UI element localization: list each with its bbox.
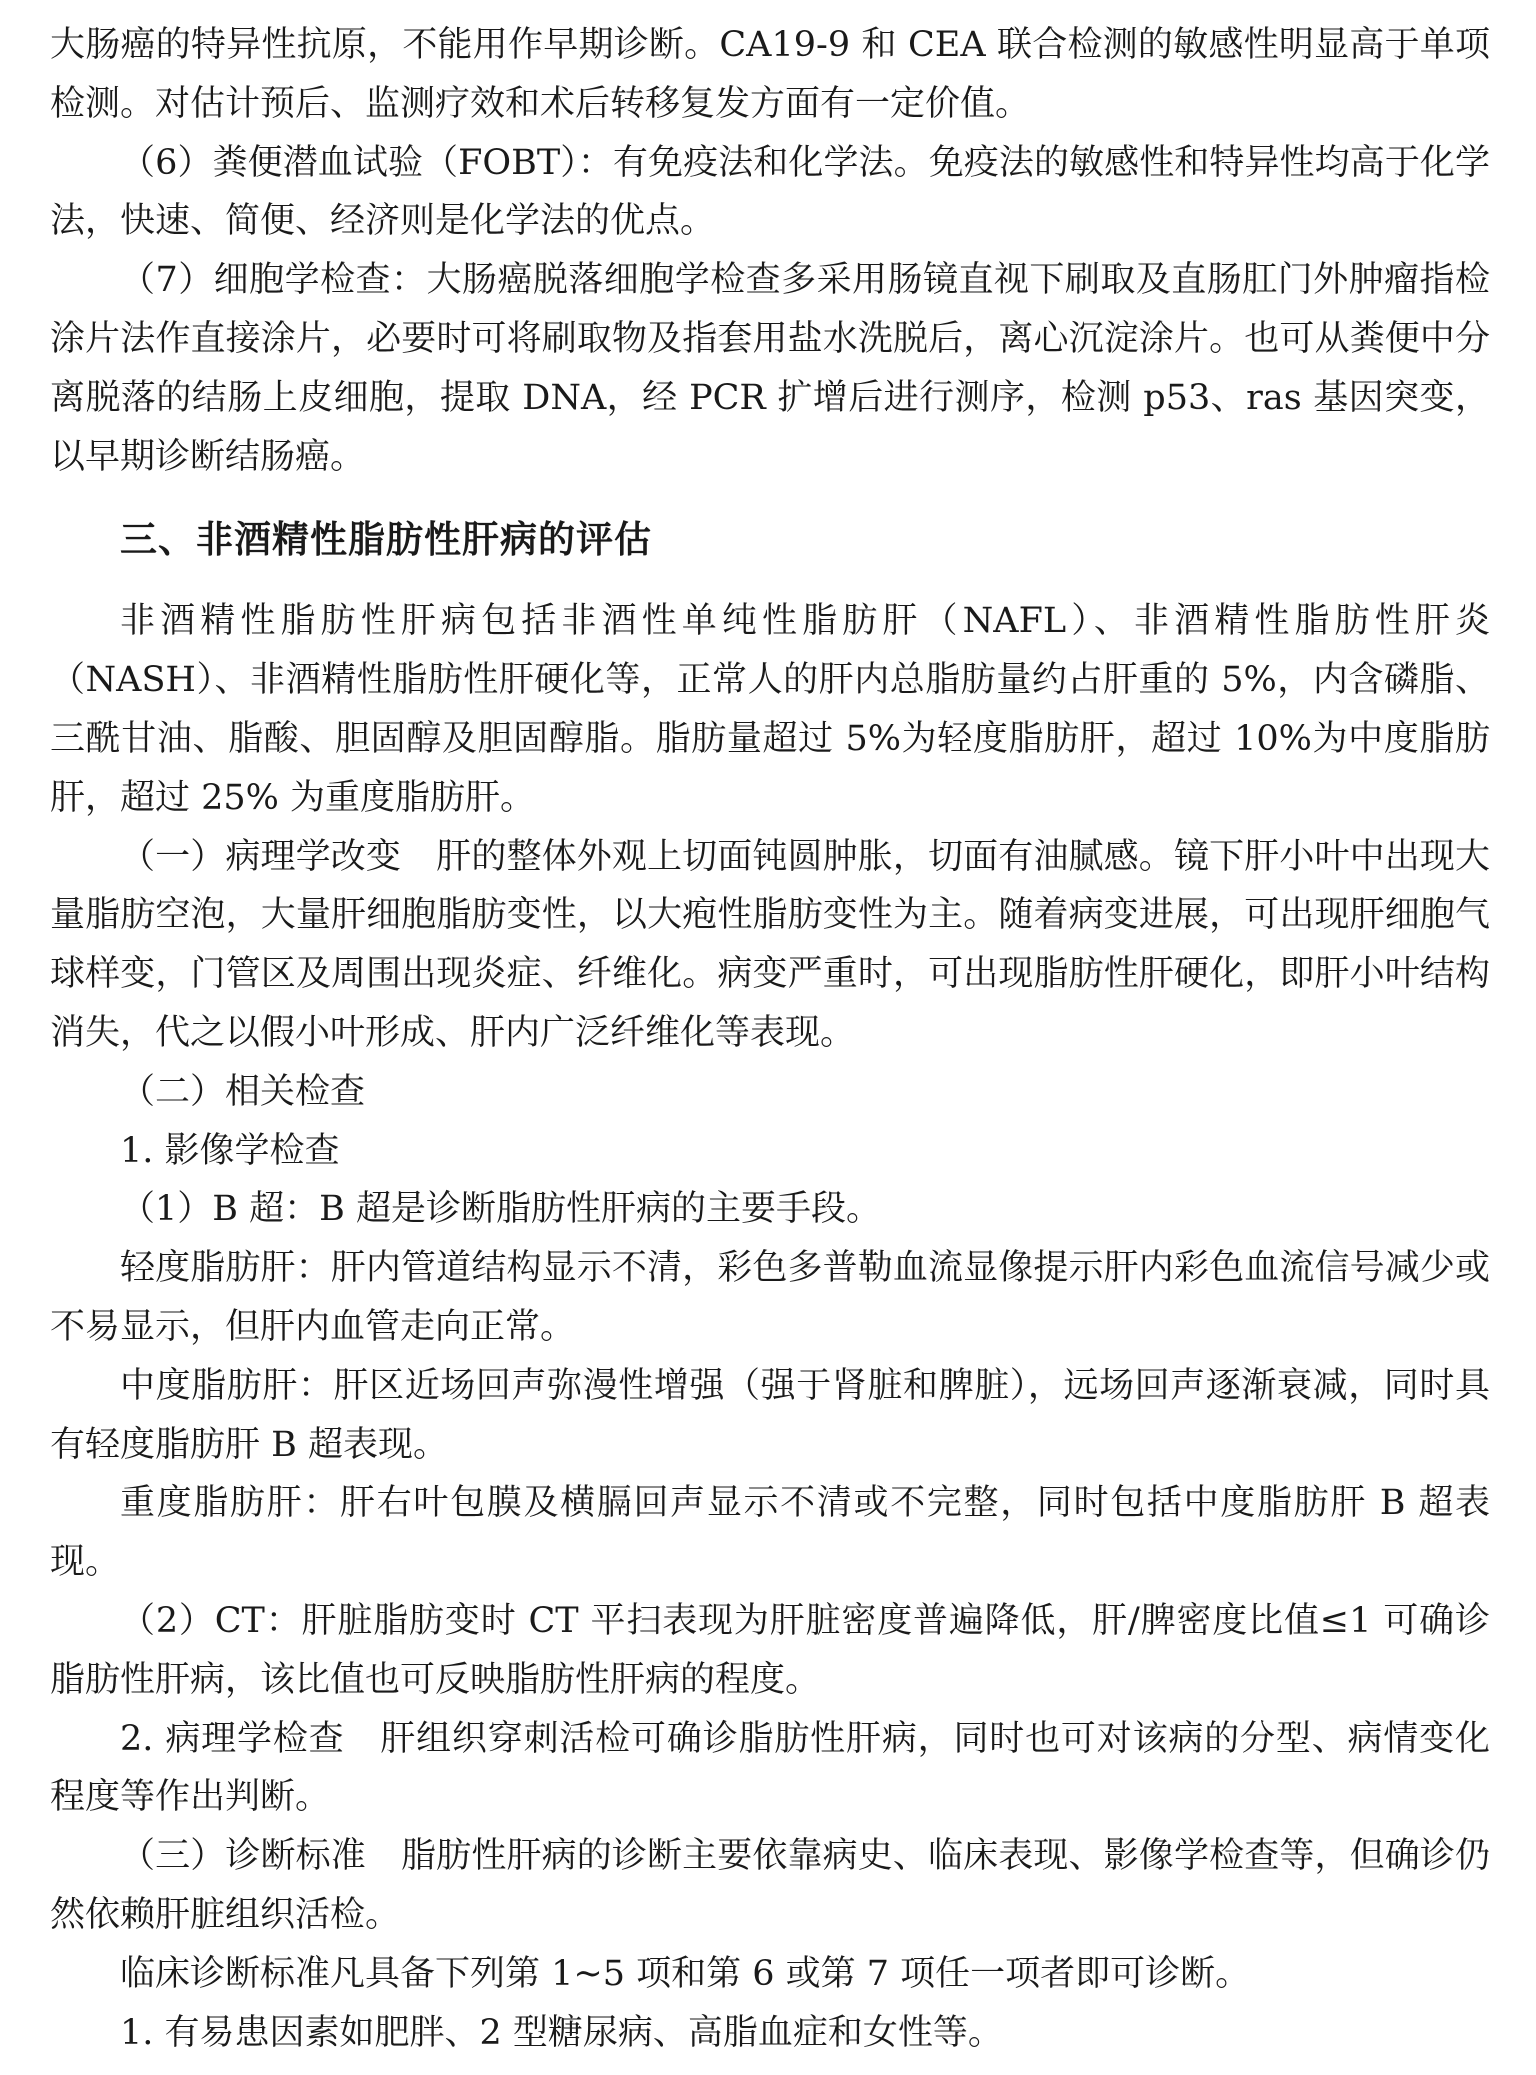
section-heading: 三、非酒精性脂肪性肝病的评估 — [120, 518, 652, 562]
paragraph-severe-fatty-liver: 重度脂肪肝：肝右叶包膜及横膈回声显示不清或不完整，同时包括中度脂肪肝 B 超表现。 — [50, 1483, 1490, 1583]
paragraph-tumor-markers: 大肠癌的特异性抗原，不能用作早期诊断。CA19-9 和 CEA 联合检测的敏感性明显高于单项检测。对估计预后、监测疗效和术后转移复发方面有一定价值。 — [50, 25, 1490, 124]
paragraph-ct: （2）CT：肝脏脂肪变时 CT 平扫表现为肝脏密度普遍降低，肝/脾密度比值≤1 可确诊脂肪性肝病，该比值也可反映脂肪性肝病的程度。 — [50, 1600, 1490, 1700]
document-page — [50, 16, 1490, 2062]
paragraph-imaging-heading: 1. 影像学检查 — [120, 1130, 340, 1171]
paragraph-fobt: （6）粪便潜血试验（FOBT）：有免疫法和化学法。免疫法的敏感性和特异性均高于化学法，快速、简便、经济则是化学法的优点。 — [50, 142, 1490, 242]
paragraph-b-ultrasound: （1）B 超：B 超是诊断脂肪性肝病的主要手段。 — [120, 1189, 881, 1230]
paragraph-moderate-fatty-liver: 中度脂肪肝：肝区近场回声弥漫性增强（强于肾脏和脾脏），远场回声逐渐衰减，同时具有轻度脂肪肝 B 超表现。 — [50, 1365, 1490, 1465]
paragraph-related-exams-heading: （二）相关检查 — [120, 1071, 366, 1112]
paragraph-pathology-changes: （一）病理学改变 肝的整体外观上切面钝圆肿胀，切面有油腻感。镜下肝小叶中出现大量脂肪空泡，大量肝细胞脂肪变性，以大疱性脂肪变性为主。随着病变进展，可出现肝细胞气球样变，门管区及周围出现炎症、纤维化。病变严重时，可出现脂肪性肝硬化，即肝小叶结构消失，代之以假小叶形成、肝内广泛纤维化等表现。 — [50, 836, 1490, 1053]
paragraph-nafld-definition: 非酒精性脂肪性肝病包括非酒性单纯性脂肪肝（NAFL）、非酒精性脂肪性肝炎（NASH）、非酒精性脂肪性肝硬化等，正常人的肝内总脂肪量约占肝重的 5%，内含磷脂、三酰甘油、脂酸、胆固醇及胆固醇脂。脂肪量超过 5%为轻度脂肪肝，超过 10%为中度脂肪肝，超过 25% 为重度脂肪肝。 — [50, 601, 1490, 818]
paragraph-mild-fatty-liver: 轻度脂肪肝：肝内管道结构显示不清，彩色多普勒血流显像提示肝内彩色血流信号减少或不易显示，但肝内血管走向正常。 — [50, 1248, 1490, 1347]
paragraph-diagnostic-criteria: （三）诊断标准 脂肪性肝病的诊断主要依靠病史、临床表现、影像学检查等，但确诊仍然依赖肝脏组织活检。 — [50, 1836, 1490, 1935]
paragraph-criterion-1: 1. 有易患因素如肥胖、2 型糖尿病、高脂血症和女性等。 — [120, 2012, 1003, 2053]
paragraph-cytology: （7）细胞学检查：大肠癌脱落细胞学检查多采用肠镜直视下刷取及直肠肛门外肿瘤指检涂片法作直接涂片，必要时可将刷取物及指套用盐水洗脱后，离心沉淀涂片。也可从粪便中分离脱落的结肠上皮细胞，提取 DNA，经 PCR 扩增后进行测序，检测 p53、ras 基因突变，以早期诊断结肠癌。 — [50, 260, 1490, 477]
paragraph-clinical-criteria: 临床诊断标准凡具备下列第 1~5 项和第 6 或第 7 项任一项者即可诊断。 — [120, 1953, 1251, 1994]
paragraph-pathology-exam: 2. 病理学检查 肝组织穿刺活检可确诊脂肪性肝病，同时也可对该病的分型、病情变化程度等作出判断。 — [50, 1718, 1490, 1818]
